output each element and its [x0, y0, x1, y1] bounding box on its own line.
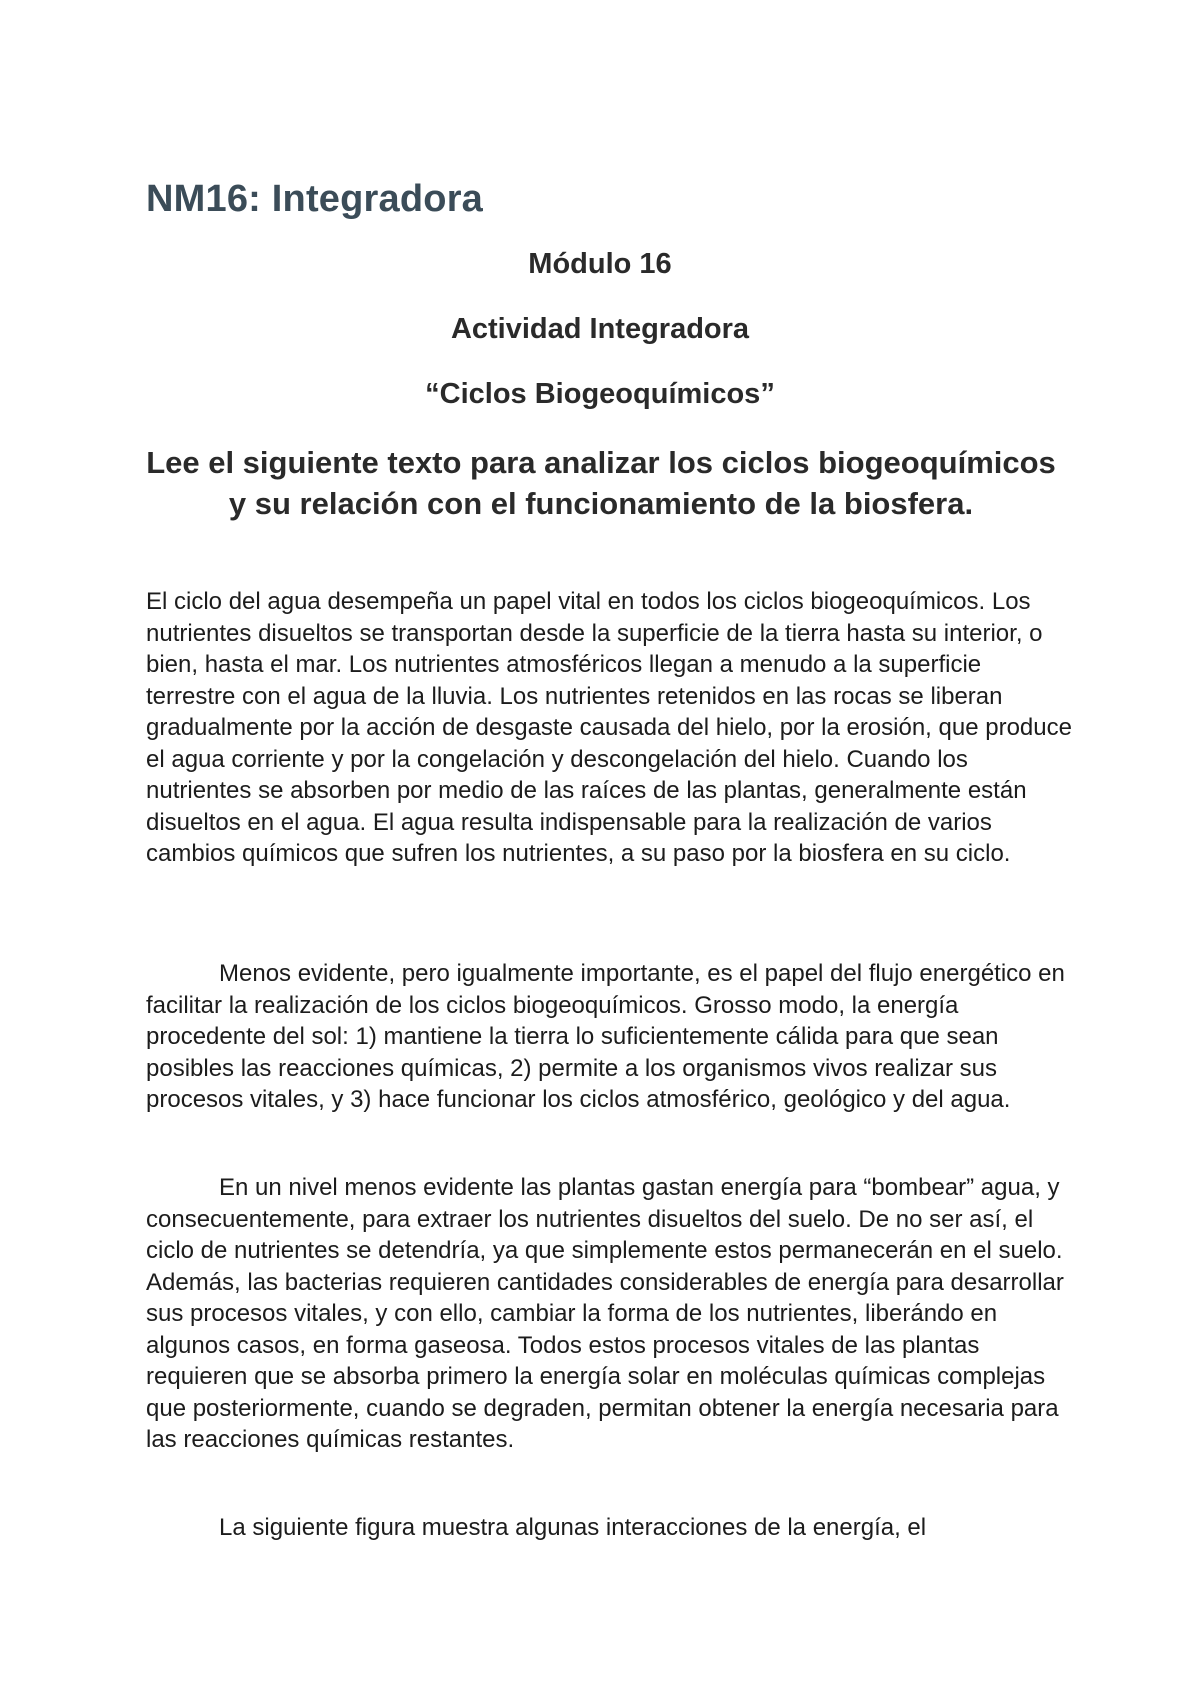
document-title: NM16: Integradora — [146, 178, 484, 220]
paragraph-4: La siguiente figura muestra algunas interacciones de la energía, el — [219, 1514, 927, 1541]
topic-heading: “Ciclos Biogeoquímicos” — [425, 378, 775, 410]
paragraph-1: El ciclo del agua desempeña un papel vital en todos los ciclos biogeoquímicos. Los nutrientes disueltos se transportan desde la superficie de la tierra hasta su interior, o bien, hasta el mar. Los nutrientes atmosféricos llegan a menudo a la superficie terrestre con el agua de la lluvia. Los nutrientes retenidos en las rocas se liberan gradualmente por la acción de desgaste causada del hielo, por la erosión, que produce el agua corriente y por la congelación y descongelación del hielo. Cuando los nutrientes se absorben por medio de las raíces de las plantas, generalmente están disueltos en el agua. El agua resulta indispensable para la realización de varios cambios químicos que sufren los nutrientes, a su paso por la biosfera en su ciclo. — [146, 588, 1072, 867]
instruction-text: Lee el siguiente texto para analizar los ciclos biogeoquímicos y su relación con el funcionamiento de la biosfera. — [146, 445, 1056, 521]
paragraph-3: En un nivel menos evidente las plantas gastan energía para “bombear” agua, y consecuentemente, para extraer los nutrientes disueltos del suelo. De no ser así, el ciclo de nutrientes se detendría, ya que simplemente estos permanecerán en el suelo. Además, las bacterias requieren cantidades considerables de energía para desarrollar sus procesos vitales, y con ello, cambiar la forma de los nutrientes, liberándo en algunos casos, en forma gaseosa. Todos estos procesos vitales de las plantas requieren que se absorba primero la energía solar en moléculas químicas complejas que posteriormente, cuando se degraden, permitan obtener la energía necesaria para las reacciones químicas restantes. — [146, 1174, 1064, 1453]
activity-heading: Actividad Integradora — [450, 313, 750, 345]
paragraph-2: Menos evidente, pero igualmente importante, es el papel del flujo energético en facilitar la realización de los ciclos biogeoquímicos. Grosso modo, la energía procedente del sol: 1) mantiene la tierra lo suficientemente cálida para que sean posibles las reacciones químicas, 2) permite a los organismos vivos realizar sus procesos vitales, y 3) hace funcionar los ciclos atmosférico, geológico y del agua. — [146, 960, 1065, 1113]
module-heading: Módulo 16 — [528, 248, 672, 280]
